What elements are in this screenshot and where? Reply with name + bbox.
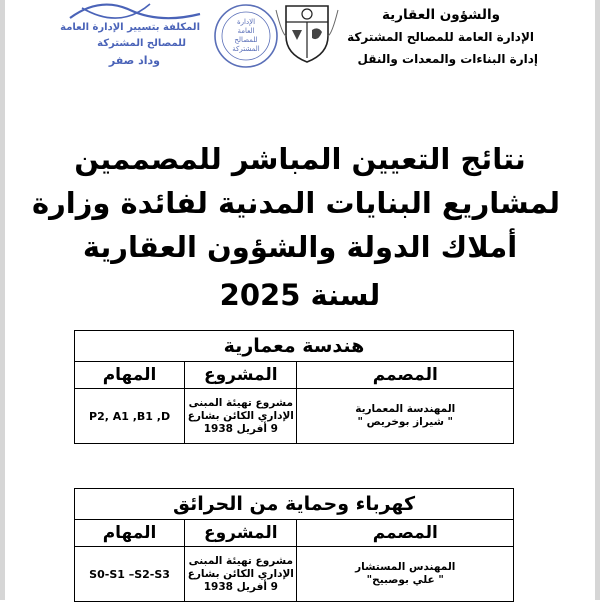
column-header-designer: المصمم <box>297 362 514 389</box>
title-year: لسنة 2025 <box>219 278 381 312</box>
tasks-cell: S0-S1 –S2-S3 <box>75 547 185 602</box>
section-title: كهرباء وحماية من الحرائق <box>75 489 514 520</box>
stamp-left-line-2: للمصالح المشتركة <box>97 38 186 49</box>
project-cell <box>185 547 297 602</box>
project-line: مشروع تهيئة المبنى <box>188 554 293 567</box>
project-line: مشروع تهيئة المبنى <box>188 396 293 409</box>
title-line-2: لمشاريع البنايات المدنية لفائدة وزارة <box>31 186 560 220</box>
document-title <box>31 137 560 317</box>
ministry-header <box>318 4 538 70</box>
header-line-3: إدارة البناءات والمعدات والنقل <box>357 52 538 66</box>
table-row <box>75 389 514 444</box>
designer-name: " شيراز بوخريص " <box>357 416 454 428</box>
title-line-1: نتائج التعيين المباشر للمصممين <box>74 142 526 176</box>
column-header-project: المشروع <box>185 362 297 389</box>
column-header-tasks: المهام <box>75 520 185 547</box>
designer-cell <box>297 389 514 444</box>
project-line: الإداري الكائن بشارع <box>187 567 294 580</box>
project-cell <box>185 389 297 444</box>
page-edge-right <box>595 0 600 600</box>
official-stamp-round <box>206 2 286 72</box>
project-line: 9 أفريل 1938 <box>203 422 278 435</box>
tasks-cell: P2, A1 ,B1 ,D <box>75 389 185 444</box>
project-line: الإداري الكائن بشارع <box>187 409 294 422</box>
designer-name: " علي بوصبيح" <box>366 574 444 586</box>
stamp-left-line-3: وداد صفر <box>108 54 160 67</box>
stamp-mid-line-3: للمصالح <box>234 36 258 44</box>
designer-cell <box>297 547 514 602</box>
designer-role: المهندسة المعمارية <box>355 403 456 415</box>
stamp-mid-line-4: المشتركة <box>232 45 260 53</box>
page-edge-left <box>0 0 5 600</box>
stamp-mid-line-1: الإدارة <box>236 18 256 26</box>
header-line-1: والشؤون العقارية <box>381 7 500 23</box>
title-line-3: أملاك الدولة والشؤون العقارية <box>82 230 518 264</box>
column-header-designer: المصمم <box>297 520 514 547</box>
column-header-project: المشروع <box>185 520 297 547</box>
stamp-mid-line-2: العامة <box>237 27 255 35</box>
header-line-2: الإدارة العامة للمصالح المشتركة <box>347 30 534 44</box>
official-stamp-left <box>60 0 210 72</box>
designer-role: المهندس المستشار <box>355 561 456 573</box>
table-row <box>75 547 514 602</box>
column-header-tasks: المهام <box>75 362 185 389</box>
section-title: هندسة معمارية <box>75 331 514 362</box>
project-line: 9 أفريل 1938 <box>203 580 278 593</box>
section-table-electricity <box>74 488 514 602</box>
section-table-architecture <box>74 330 514 444</box>
stamp-left-line-1: المكلفة بتسيير الإدارة العامة <box>60 22 200 33</box>
